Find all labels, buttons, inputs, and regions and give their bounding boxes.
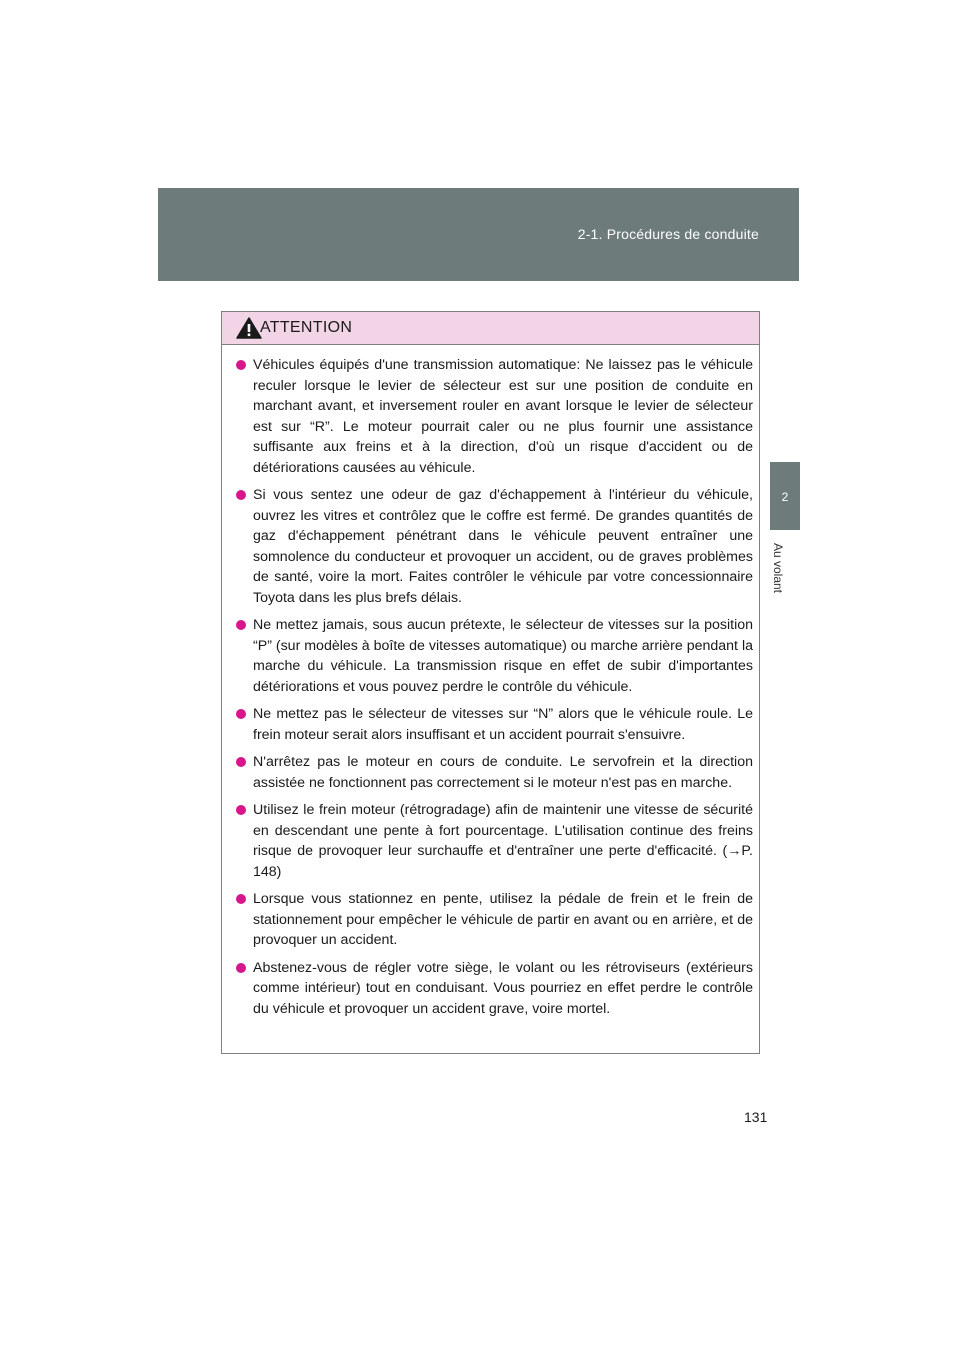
attention-item [236, 889, 753, 951]
bullet-icon [236, 360, 246, 370]
attention-item [236, 355, 753, 478]
chapter-number: 2 [781, 490, 789, 504]
attention-title: ATTENTION [260, 319, 353, 336]
bullet-icon [236, 963, 246, 973]
page-number: 131 [744, 1109, 768, 1125]
warning-triangle-icon [236, 317, 262, 339]
bullet-icon [236, 894, 246, 904]
attention-item [236, 615, 753, 697]
bullet-icon [236, 709, 246, 719]
attention-item [236, 958, 753, 1020]
bullet-icon [236, 805, 246, 815]
chapter-tab [770, 462, 800, 530]
attention-item-text: Si vous sentez une odeur de gaz d'échappement à l'intérieur du véhicule, ouvrez les vitres et contrôlez que le coffre est fermé. De grandes quantités de gaz d'échappement pénétrant dans le véhicule peuvent entraîner une somnolence du conducteur et provoquer un accident, ou de graves problèmes de santé, voire la mort. Faites contrôler le véhicule par votre concessionnaire Toyota dans les plus brefs délais. [253, 487, 753, 606]
attention-list [222, 345, 759, 1019]
attention-item-text: Véhicules équipés d'une transmission automatique: Ne laissez pas le véhicule reculer lorsque le levier de sélecteur est sur une position de conduite en marchant avant, et inversement rouler en avant lorsque le levier de sélecteur est sur “R”. Le moteur pourrait caler ou ne plus fournir une assistance suffisante aux freins et à la direction, d'où un risque d'accident ou de détériorations causées au véhicule. [253, 357, 753, 476]
attention-item-text: Lorsque vous stationnez en pente, utilisez la pédale de frein et le frein de stationnement pour empêcher le véhicule de partir en avant ou en arrière, et de provoquer un accident. [253, 891, 753, 948]
attention-item [236, 704, 753, 745]
attention-item-text: Ne mettez jamais, sous aucun prétexte, le sélecteur de vitesses sur la position “P” (sur modèles à boîte de vitesses automatique) ou marche arrière pendant la marche du véhicule. La transmission risque en effet de subir d'importantes détériorations et vous pouvez perdre le contrôle du véhicule. [253, 617, 753, 695]
header-band [158, 188, 799, 281]
attention-item-text: Abstenez-vous de régler votre siège, le volant ou les rétroviseurs (extérieurs comme intérieur) tout en conduisant. Vous pourriez en effet perdre le contrôle du véhicule et provoquer un accident grave, voire mortel. [253, 959, 753, 1017]
bullet-icon [236, 490, 246, 500]
attention-header [222, 312, 759, 345]
attention-item-text: Utilisez le frein moteur (rétrogradage) afin de maintenir une vitesse de sécurité en descendant une pente à fort pourcentage. L'utilisation continue des freins risque de provoquer leur surchauffe et d'entraîner une perte d'efficacité. (→P. 148) [253, 802, 753, 880]
section-title: 2-1. Procédures de conduite [577, 226, 759, 242]
attention-item [236, 485, 753, 608]
bullet-icon [236, 757, 246, 767]
bullet-icon [236, 620, 246, 630]
attention-item-text: N'arrêtez pas le moteur en cours de conduite. Le servofrein et la direction assistée ne fonctionnent pas correctement si le moteur n'est pas en marche. [253, 754, 753, 791]
chapter-label: Au volant [771, 542, 785, 594]
attention-item-text: Ne mettez pas le sélecteur de vitesses sur “N” alors que le véhicule roule. Le frein moteur serait alors insuffisant et un accident pourrait s'ensuivre. [253, 706, 753, 743]
attention-box [221, 311, 760, 1054]
attention-item [236, 800, 753, 882]
attention-item [236, 752, 753, 793]
